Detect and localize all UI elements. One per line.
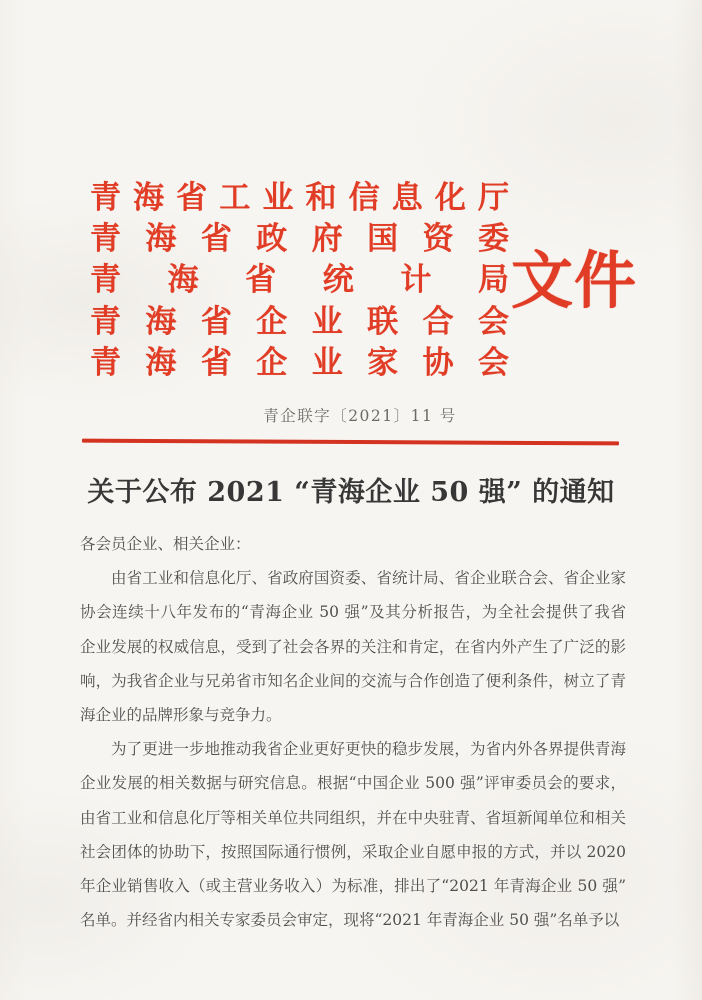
body-line: 为了更进一步地推动我省企业更好更快的稳步发展，为省内外各界提供青海 [111,740,626,759]
letterhead-org-lines [90,178,509,384]
body-line: 由省工业和信息化厅、省政府国资委、省统计局、省企业联合会、省企业家 [111,569,626,588]
body-line: 协会连续十八年发布的“青海企业 50 强”及其分析报告，为全社会提供了我省 [80,603,626,622]
body-line: 由省工业和信息化厅等相关单位共同组织，并在中央驻青、省垣新闻单位和相关 [80,808,626,827]
body-line: 年企业销售收入（或主营业务收入）为标准，排出了“2021 年青海企业 50 强” [80,877,626,896]
body-line: 海企业的品牌形象与竞争力。 [80,706,282,725]
org-line-enterprise-federation: 青海省企业联合会 [90,303,509,340]
file-label: 文件 [511,244,638,317]
document-title: 关于公布 2021 “青海企业 50 强” 的通知 [87,477,615,508]
body-line: 响，为我省企业与兄弟省市知名企业间的交流与合作创造了便利条件，树立了青 [80,671,626,690]
paragraph-1 [80,561,626,732]
body-line: 社会团体的协助下，按照国际通行惯例，采取企业自愿申报的方式，并以 2020 [80,842,626,861]
body-line: 企业发展的权威信息，受到了社会各界的关注和肯定，在省内外产生了广泛的影 [80,637,626,656]
document-number: 青企联字〔2021〕11 号 [263,407,457,425]
document-body [80,527,626,937]
org-line-statistics-bureau: 青海省统计局 [90,262,509,299]
org-line-entrepreneur-assoc: 青海省企业家协会 [90,344,509,381]
salutation: 各会员企业、相关企业： [80,535,251,553]
red-divider-rule [82,439,619,445]
body-line: 企业发展的相关数据与研究信息。根据“中国企业 500 强”评审委员会的要求， [80,774,626,793]
paragraph-2 [80,732,626,937]
org-line-sasac: 青海省政府国资委 [90,221,509,258]
org-line-industry-it-dept: 青海省工业和信息化厅 [90,180,509,216]
body-line: 名单。并经省内相关专家委员会审定，现将“2021 年青海企业 50 强”名单予以 [80,911,620,930]
